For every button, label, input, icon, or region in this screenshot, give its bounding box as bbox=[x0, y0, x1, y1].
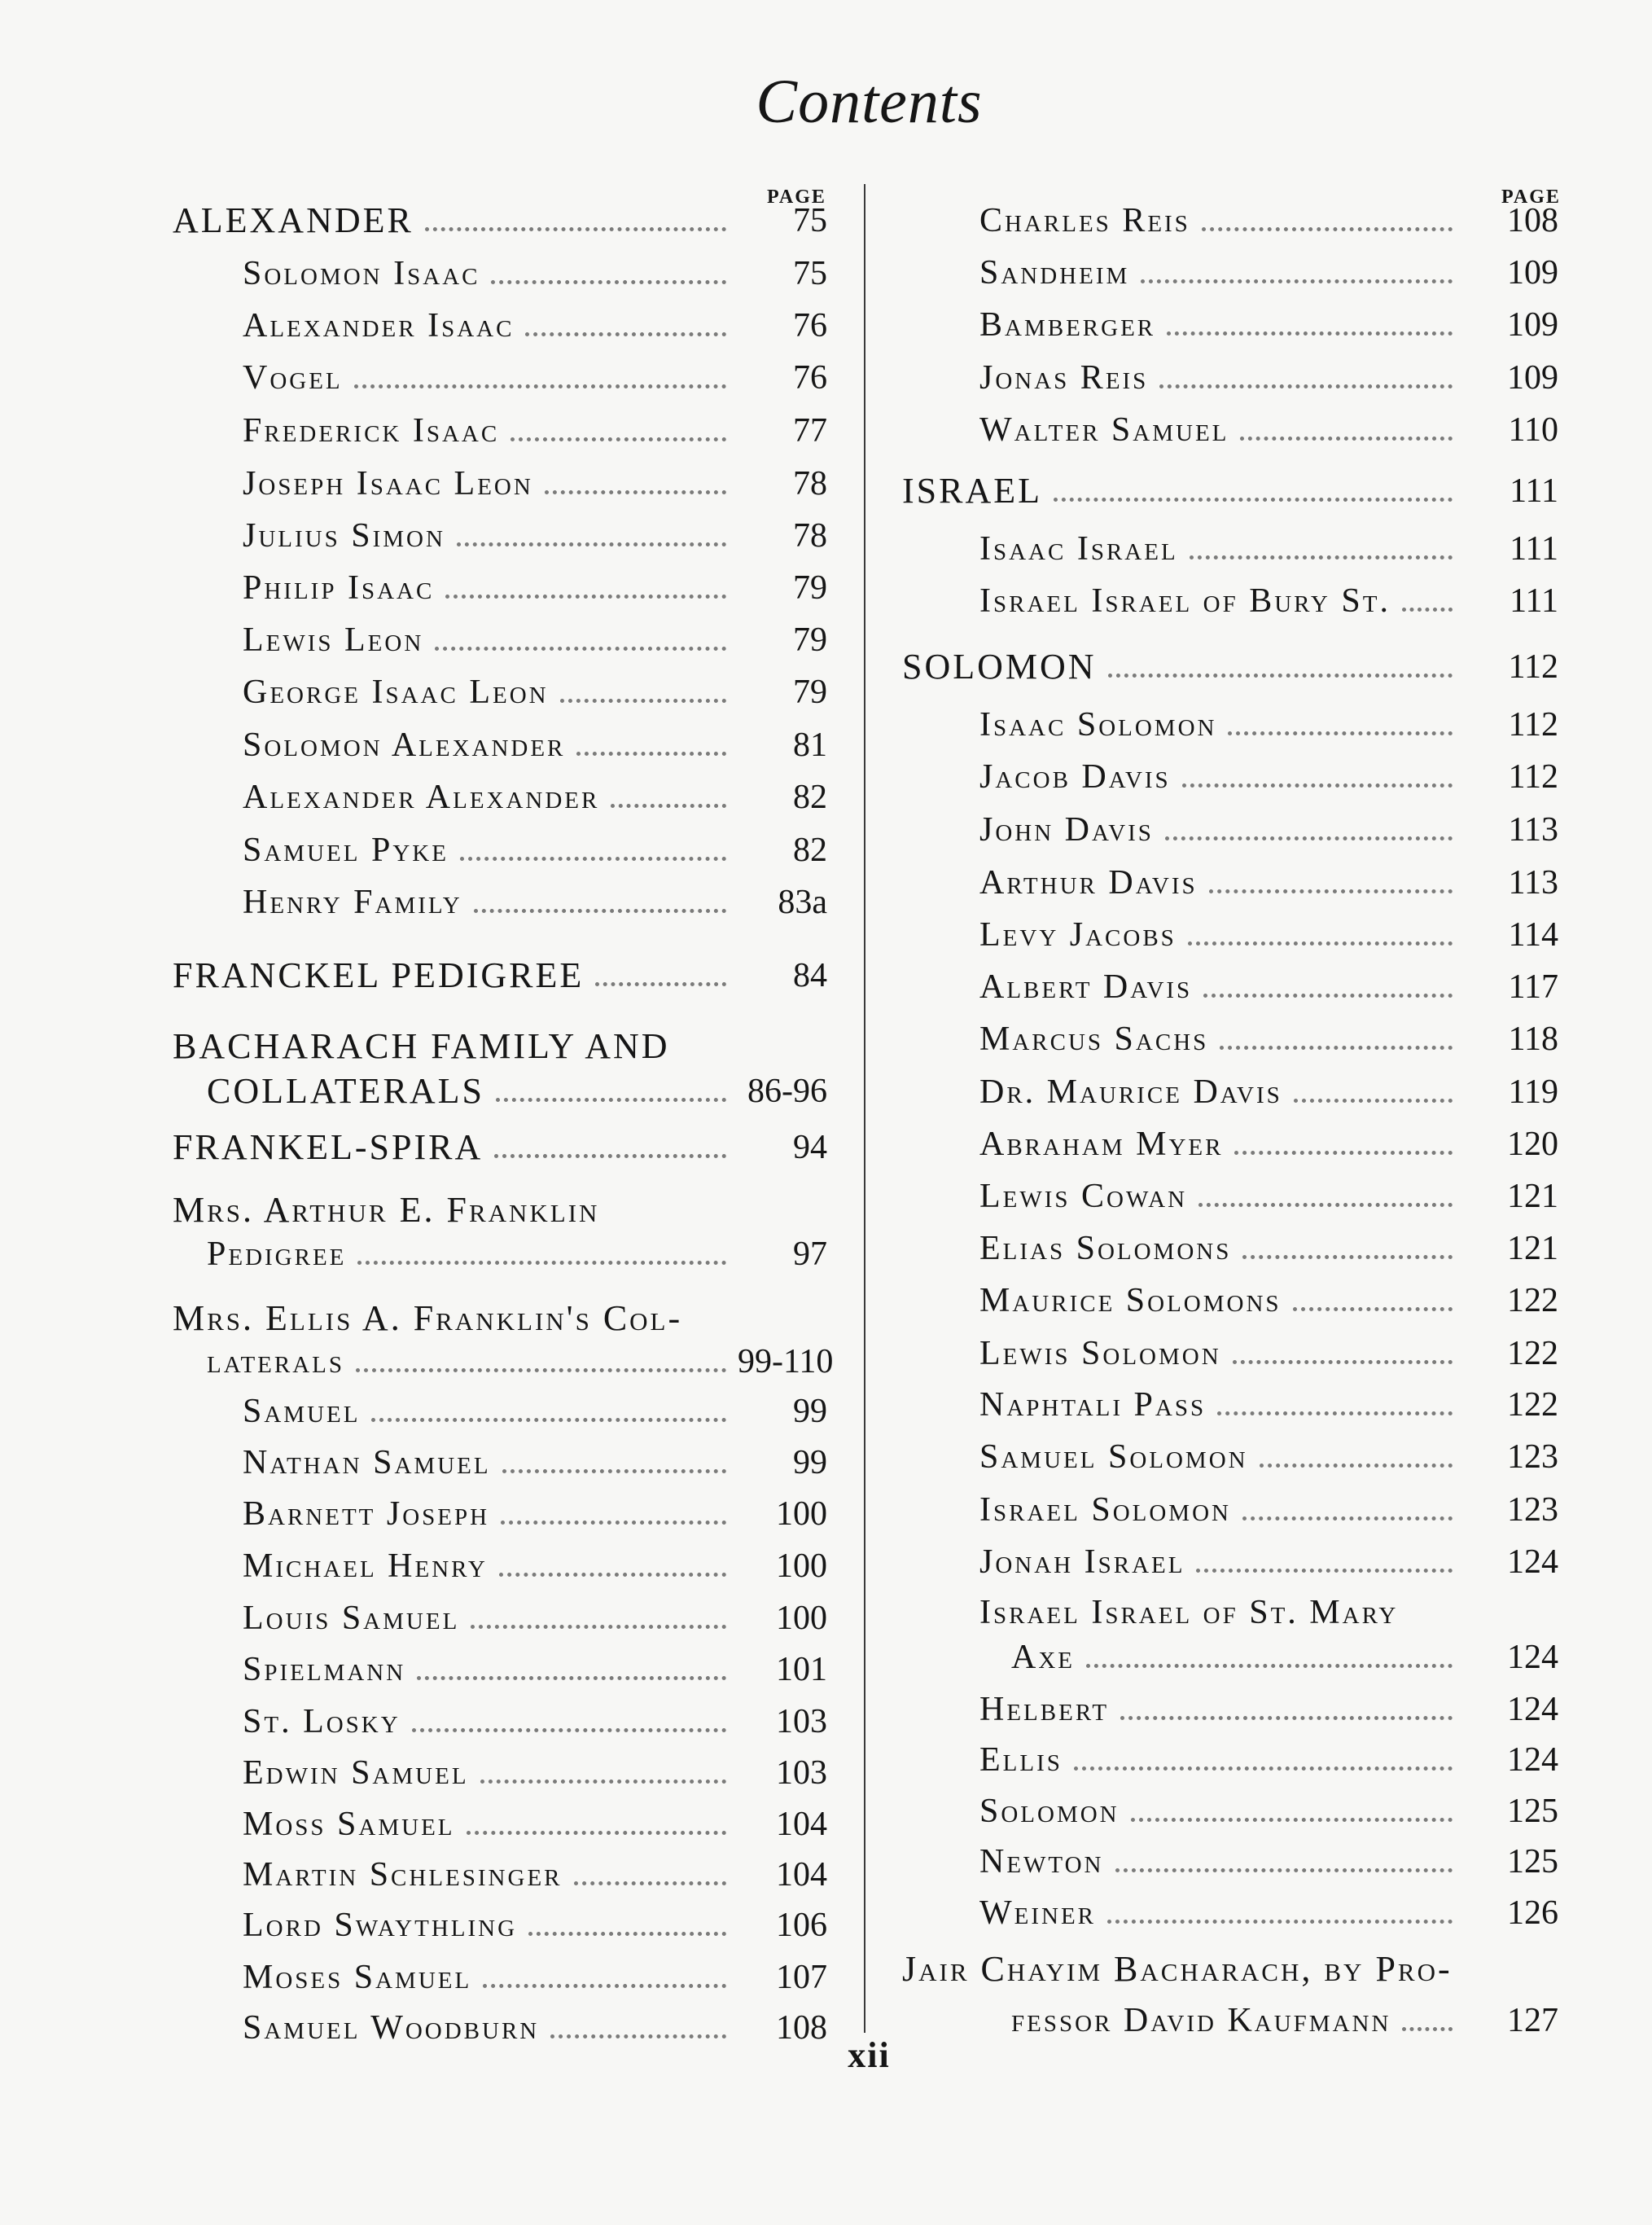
dot-leader bbox=[1131, 1818, 1453, 1822]
page-column-heading: PAGE bbox=[767, 187, 826, 208]
toc-page-number: 118 bbox=[1508, 1020, 1558, 1058]
dot-leader bbox=[460, 857, 726, 861]
toc-entry-title: Michael Henry bbox=[243, 1547, 488, 1585]
dot-leader bbox=[483, 1984, 726, 1988]
dot-leader bbox=[1242, 1516, 1453, 1521]
dot-leader bbox=[528, 1932, 726, 1936]
dot-leader bbox=[1220, 1046, 1453, 1050]
dot-leader bbox=[425, 227, 726, 231]
toc-page-number: 82 bbox=[793, 779, 827, 816]
toc-entry-title: John Davis bbox=[979, 811, 1154, 849]
toc-page-number: 99 bbox=[793, 1393, 827, 1430]
toc-page-number: 75 bbox=[793, 202, 827, 239]
dot-leader bbox=[574, 1881, 726, 1885]
dot-leader bbox=[435, 647, 726, 651]
toc-page-number: 123 bbox=[1507, 1491, 1558, 1529]
toc-page-number: 82 bbox=[793, 832, 827, 869]
toc-entry bbox=[902, 1837, 1558, 1882]
toc-entry-title: George Isaac Leon bbox=[243, 674, 549, 711]
toc-entry bbox=[902, 642, 1558, 687]
toc-entry-title: Spielmann bbox=[243, 1651, 406, 1688]
toc-entry bbox=[173, 1748, 827, 1793]
dot-leader bbox=[357, 1261, 726, 1265]
dot-leader bbox=[1165, 836, 1453, 840]
column-divider bbox=[864, 184, 865, 2033]
dot-leader bbox=[494, 1154, 726, 1158]
toc-page-number: 78 bbox=[793, 517, 827, 555]
toc-page-number: 75 bbox=[793, 255, 827, 292]
dot-leader bbox=[1240, 437, 1453, 441]
toc-entry bbox=[902, 576, 1558, 621]
toc-page-number: 104 bbox=[776, 1856, 827, 1894]
toc-entry-title: Jonas Reis bbox=[979, 359, 1149, 397]
toc-page-number: 108 bbox=[1507, 202, 1558, 239]
toc-entry-title: Mrs. Ellis A. Franklin's Col- bbox=[173, 1298, 683, 1338]
toc-entry bbox=[173, 1489, 827, 1534]
toc-page-number: 117 bbox=[1508, 968, 1558, 1006]
toc-page-number: 121 bbox=[1507, 1230, 1558, 1267]
toc-entry-title: FRANKEL-SPIRA bbox=[173, 1127, 484, 1167]
dot-leader bbox=[356, 1368, 726, 1372]
dot-leader bbox=[1182, 783, 1453, 788]
dot-leader bbox=[1260, 1464, 1453, 1468]
dot-leader bbox=[560, 699, 726, 703]
toc-entry bbox=[902, 1171, 1558, 1217]
toc-entry-title: ISRAEL bbox=[902, 471, 1042, 511]
toc-entry bbox=[902, 1275, 1558, 1321]
toc-page-number: 112 bbox=[1508, 648, 1558, 686]
toc-entry bbox=[173, 1021, 827, 1067]
dot-leader bbox=[1202, 227, 1453, 231]
toc-page-number: 122 bbox=[1507, 1335, 1558, 1372]
toc-entry-title: laterals bbox=[207, 1343, 344, 1380]
dot-leader bbox=[496, 1098, 726, 1102]
toc-entry bbox=[902, 466, 1558, 511]
toc-entry bbox=[902, 405, 1558, 450]
toc-entry bbox=[173, 877, 827, 923]
dot-leader bbox=[1108, 674, 1453, 678]
toc-entry bbox=[173, 248, 827, 294]
toc-entry-title: Lewis Leon bbox=[243, 621, 424, 659]
toc-entry-title: Lord Swaythling bbox=[243, 1907, 518, 1944]
dot-leader bbox=[501, 1521, 726, 1525]
toc-entry bbox=[173, 1952, 827, 1998]
toc-entry bbox=[173, 353, 827, 398]
toc-page-number: 125 bbox=[1507, 1793, 1558, 1830]
toc-page-number: 111 bbox=[1510, 472, 1558, 510]
toc-entry-title: Naphtali Pass bbox=[979, 1386, 1207, 1424]
toc-entry bbox=[173, 1336, 834, 1382]
toc-entry-title: Helbert bbox=[979, 1691, 1110, 1728]
dot-leader bbox=[1141, 279, 1453, 283]
toc-page-number: 126 bbox=[1507, 1894, 1558, 1932]
toc-entry-title: Lewis Cowan bbox=[979, 1178, 1188, 1215]
toc-entry-title: Julius Simon bbox=[243, 517, 445, 555]
toc-page-number: 79 bbox=[793, 569, 827, 607]
toc-entry-title: Marcus Sachs bbox=[979, 1020, 1209, 1058]
toc-entry-title: Israel Israel of St. Mary bbox=[979, 1594, 1399, 1631]
dot-leader bbox=[354, 384, 726, 388]
toc-page-number: 113 bbox=[1508, 864, 1558, 902]
toc-entry bbox=[902, 195, 1558, 241]
toc-entry-title: Jair Chayim Bacharach, by Pro- bbox=[902, 1949, 1453, 1989]
toc-entry bbox=[902, 1432, 1558, 1477]
toc-entry-title: St. Losky bbox=[243, 1703, 401, 1740]
toc-entry bbox=[173, 1696, 827, 1742]
toc-page-number: 122 bbox=[1507, 1386, 1558, 1424]
toc-entry-title: Newton bbox=[979, 1843, 1104, 1880]
toc-entry-title: Elias Solomons bbox=[979, 1230, 1232, 1267]
toc-entry-title: BACHARACH FAMILY AND bbox=[173, 1026, 670, 1066]
toc-entry-title: Moses Samuel bbox=[243, 1959, 472, 1996]
toc-entry-title: Samuel bbox=[243, 1393, 361, 1430]
toc-entry bbox=[902, 1587, 1558, 1633]
toc-page-number: 112 bbox=[1508, 758, 1558, 796]
toc-entry-title: SOLOMON bbox=[902, 647, 1097, 687]
toc-page-number: 114 bbox=[1508, 916, 1558, 954]
dot-leader bbox=[595, 982, 726, 986]
toc-page-number: 79 bbox=[793, 674, 827, 711]
toc-entry-title: Edwin Samuel bbox=[243, 1754, 469, 1792]
dot-leader bbox=[1217, 1411, 1453, 1415]
toc-entry bbox=[173, 1293, 827, 1339]
toc-entry-title: Abraham Myer bbox=[979, 1126, 1224, 1163]
dot-leader bbox=[1402, 608, 1453, 612]
dot-leader bbox=[1294, 1099, 1453, 1103]
toc-page-number: 109 bbox=[1507, 306, 1558, 344]
toc-entry-title: Walter Samuel bbox=[979, 411, 1229, 449]
toc-entry bbox=[173, 825, 827, 871]
toc-page-number: 76 bbox=[793, 359, 827, 397]
dot-leader bbox=[1115, 1868, 1453, 1872]
toc-entry bbox=[902, 910, 1558, 955]
toc-entry bbox=[173, 772, 827, 818]
toc-entry-title: Alexander Isaac bbox=[243, 307, 515, 345]
dot-leader bbox=[1203, 994, 1453, 998]
toc-page-number: 107 bbox=[776, 1959, 827, 1996]
toc-entry bbox=[173, 1593, 827, 1639]
toc-entry-title: Ellis bbox=[979, 1741, 1063, 1779]
toc-entry-title: Samuel Woodburn bbox=[243, 2009, 540, 2047]
toc-entry bbox=[902, 1328, 1558, 1374]
toc-entry-title: Nathan Samuel bbox=[243, 1444, 491, 1481]
toc-entry bbox=[173, 1386, 827, 1432]
toc-entry-title: Joseph Isaac Leon bbox=[243, 465, 533, 502]
toc-page-number: 99 bbox=[793, 1444, 827, 1481]
toc-entry bbox=[902, 1067, 1558, 1112]
toc-entry bbox=[902, 1684, 1558, 1730]
toc-entry bbox=[173, 301, 827, 346]
toc-entry bbox=[902, 300, 1558, 345]
toc-page-number: 84 bbox=[793, 957, 827, 994]
dot-leader bbox=[1196, 1569, 1453, 1573]
toc-entry-title: Arthur Davis bbox=[979, 864, 1198, 902]
toc-page-number: 108 bbox=[776, 2009, 827, 2047]
toc-page-number: 83a bbox=[778, 884, 827, 921]
toc-page-number: 94 bbox=[793, 1129, 827, 1166]
toc-entry-title: Sandheim bbox=[979, 254, 1130, 292]
toc-entry bbox=[902, 1485, 1558, 1530]
toc-page-number: 104 bbox=[776, 1806, 827, 1843]
toc-page-number: 103 bbox=[776, 1754, 827, 1792]
toc-page-number: 109 bbox=[1507, 359, 1558, 397]
toc-page-number: 120 bbox=[1507, 1126, 1558, 1163]
toc-entry-title: Jacob Davis bbox=[979, 758, 1171, 796]
toc-entry bbox=[902, 1888, 1558, 1933]
dot-leader bbox=[1074, 1766, 1453, 1771]
dot-leader bbox=[499, 1573, 726, 1577]
toc-entry-title: Isaac Solomon bbox=[979, 706, 1217, 744]
toc-entry bbox=[902, 1632, 1558, 1678]
toc-entry bbox=[173, 1541, 827, 1586]
dot-leader bbox=[371, 1418, 726, 1422]
toc-entry-title: Israel Solomon bbox=[979, 1491, 1231, 1529]
toc-entry bbox=[173, 459, 827, 504]
dot-leader bbox=[1054, 498, 1453, 502]
toc-entry-title: Dr. Maurice Davis bbox=[979, 1073, 1282, 1111]
dot-leader bbox=[1242, 1255, 1453, 1259]
toc-entry bbox=[902, 962, 1558, 1007]
toc-page-number: 100 bbox=[776, 1600, 827, 1637]
page-title: Contents bbox=[756, 68, 983, 136]
toc-entry-title: Samuel Solomon bbox=[979, 1438, 1248, 1476]
dot-leader bbox=[1233, 1360, 1453, 1364]
toc-page-number: 113 bbox=[1508, 811, 1558, 849]
dot-leader bbox=[1107, 1920, 1453, 1924]
toc-entry bbox=[173, 1066, 827, 1112]
toc-page-number: 103 bbox=[776, 1703, 827, 1740]
dot-leader bbox=[412, 1728, 726, 1732]
toc-page-number: 106 bbox=[776, 1907, 827, 1944]
dot-leader bbox=[1209, 889, 1453, 893]
contents-right-column bbox=[902, 0, 1561, 2225]
toc-entry bbox=[173, 1850, 827, 1895]
toc-entry-title: Vogel bbox=[243, 359, 343, 397]
toc-entry bbox=[173, 511, 827, 556]
toc-entry bbox=[902, 1944, 1558, 1990]
dot-leader bbox=[1234, 1151, 1453, 1155]
dot-leader bbox=[467, 1831, 726, 1835]
toc-entry-title: fessor David Kaufmann bbox=[1011, 2002, 1391, 2039]
toc-entry bbox=[173, 1437, 827, 1483]
toc-page-number: 110 bbox=[1508, 411, 1558, 449]
toc-entry bbox=[173, 720, 827, 766]
toc-entry-title: FRANCKEL PEDIGREE bbox=[173, 955, 585, 995]
toc-page-number: 119 bbox=[1508, 1073, 1558, 1111]
toc-entry-title: Louis Samuel bbox=[243, 1600, 460, 1637]
toc-entry bbox=[902, 752, 1558, 797]
toc-entry bbox=[173, 615, 827, 660]
toc-entry bbox=[173, 195, 827, 241]
toc-page-number: 122 bbox=[1507, 1282, 1558, 1319]
dot-leader bbox=[525, 332, 726, 336]
toc-entry-title: Charles Reis bbox=[979, 202, 1190, 239]
toc-entry-title: Axe bbox=[1011, 1639, 1075, 1676]
dot-leader bbox=[457, 542, 726, 546]
toc-page-number: 97 bbox=[793, 1235, 827, 1273]
toc-entry-title: Israel Israel of Bury St. bbox=[979, 582, 1391, 620]
toc-page-number: 125 bbox=[1507, 1843, 1558, 1880]
toc-entry bbox=[173, 406, 827, 451]
toc-entry-title: Samuel Pyke bbox=[243, 832, 449, 869]
toc-entry-title: Bamberger bbox=[979, 306, 1156, 344]
toc-page-number: 79 bbox=[793, 621, 827, 659]
toc-entry bbox=[173, 1229, 827, 1275]
toc-entry bbox=[173, 563, 827, 608]
toc-entry bbox=[902, 353, 1558, 398]
toc-entry-title: ALEXANDER bbox=[173, 200, 414, 240]
dot-leader bbox=[545, 490, 726, 494]
toc-entry bbox=[173, 1644, 827, 1690]
toc-page-number: 111 bbox=[1510, 530, 1558, 568]
toc-entry bbox=[173, 1185, 827, 1231]
toc-page-number: 123 bbox=[1507, 1438, 1558, 1476]
toc-entry bbox=[173, 1122, 827, 1168]
dot-leader bbox=[1120, 1716, 1453, 1720]
dot-leader bbox=[1159, 384, 1453, 388]
toc-entry bbox=[902, 700, 1558, 745]
toc-entry bbox=[902, 805, 1558, 850]
dot-leader bbox=[417, 1676, 726, 1680]
toc-page-number: 81 bbox=[793, 726, 827, 764]
toc-entry bbox=[902, 1119, 1558, 1165]
dot-leader bbox=[1228, 731, 1453, 735]
toc-entry bbox=[902, 1014, 1558, 1060]
toc-entry bbox=[902, 248, 1558, 293]
toc-entry-title: Solomon Alexander bbox=[243, 726, 566, 764]
toc-entry-title: Martin Schlesinger bbox=[243, 1856, 563, 1894]
dot-leader bbox=[1190, 555, 1453, 560]
toc-page-number: 78 bbox=[793, 465, 827, 502]
dot-leader bbox=[474, 909, 726, 913]
toc-entry-title: Isaac Israel bbox=[979, 530, 1178, 568]
toc-page-number: 76 bbox=[793, 307, 827, 345]
toc-page-number: 127 bbox=[1507, 2002, 1558, 2039]
dot-leader bbox=[611, 804, 726, 808]
toc-entry-title: Barnett Joseph bbox=[243, 1495, 490, 1533]
toc-entry-title: Pedigree bbox=[207, 1235, 347, 1273]
toc-entry bbox=[902, 858, 1558, 903]
dot-leader bbox=[471, 1625, 726, 1629]
toc-entry bbox=[173, 1799, 827, 1845]
toc-page-number: 112 bbox=[1508, 706, 1558, 744]
dot-leader bbox=[1293, 1307, 1453, 1311]
dot-leader bbox=[445, 595, 726, 599]
toc-entry-title: Moss Samuel bbox=[243, 1806, 455, 1843]
toc-entry-title: Frederick Isaac bbox=[243, 412, 500, 450]
toc-page-number: 99-110 bbox=[738, 1343, 834, 1380]
toc-entry-title: COLLATERALS bbox=[207, 1071, 484, 1111]
dot-leader bbox=[510, 437, 726, 441]
toc-entry-title: Weiner bbox=[979, 1894, 1097, 1932]
toc-entry bbox=[902, 1786, 1558, 1832]
page-folio: xii bbox=[848, 2035, 891, 2075]
toc-entry bbox=[902, 524, 1558, 569]
dot-leader bbox=[491, 280, 726, 284]
dot-leader bbox=[1402, 2027, 1453, 2031]
toc-entry-title: Albert Davis bbox=[979, 968, 1193, 1006]
page-column-heading: PAGE bbox=[1501, 187, 1561, 208]
dot-leader bbox=[1198, 1203, 1453, 1207]
toc-page-number: 121 bbox=[1507, 1178, 1558, 1215]
toc-entry-title: Solomon Isaac bbox=[243, 255, 480, 292]
toc-entry bbox=[902, 1223, 1558, 1269]
toc-page-number: 124 bbox=[1507, 1639, 1558, 1676]
toc-page-number: 124 bbox=[1507, 1691, 1558, 1728]
dot-leader bbox=[1086, 1664, 1453, 1668]
toc-entry-title: Alexander Alexander bbox=[243, 779, 600, 816]
toc-page-number: 86-96 bbox=[747, 1073, 827, 1110]
toc-page-number: 100 bbox=[776, 1547, 827, 1585]
toc-page-number: 77 bbox=[793, 412, 827, 450]
dot-leader bbox=[480, 1780, 726, 1784]
toc-entry-title: Henry Family bbox=[243, 884, 462, 921]
toc-entry-title: Jonah Israel bbox=[979, 1543, 1185, 1581]
toc-page-number: 100 bbox=[776, 1495, 827, 1533]
toc-entry-title: Maurice Solomons bbox=[979, 1282, 1282, 1319]
toc-page-number: 111 bbox=[1510, 582, 1558, 620]
toc-page-number: 109 bbox=[1507, 254, 1558, 292]
dot-leader bbox=[502, 1469, 726, 1473]
toc-entry-title: Solomon bbox=[979, 1793, 1120, 1830]
toc-page-number: 124 bbox=[1507, 1741, 1558, 1779]
contents-left-column bbox=[173, 0, 834, 2225]
toc-entry bbox=[173, 950, 827, 996]
toc-entry-title: Levy Jacobs bbox=[979, 916, 1177, 954]
toc-entry bbox=[173, 667, 827, 713]
toc-entry-title: Lewis Solomon bbox=[979, 1335, 1221, 1372]
toc-entry bbox=[173, 1900, 827, 1946]
toc-entry bbox=[902, 1735, 1558, 1780]
toc-entry bbox=[902, 1537, 1558, 1582]
toc-page-number: 101 bbox=[776, 1651, 827, 1688]
dot-leader bbox=[1188, 941, 1453, 946]
dot-leader bbox=[576, 752, 726, 756]
toc-entry-title: Mrs. Arthur E. Franklin bbox=[173, 1190, 600, 1230]
dot-leader bbox=[1167, 331, 1453, 336]
toc-entry bbox=[902, 1380, 1558, 1425]
toc-page-number: 124 bbox=[1507, 1543, 1558, 1581]
toc-entry-title: Philip Isaac bbox=[243, 569, 435, 607]
